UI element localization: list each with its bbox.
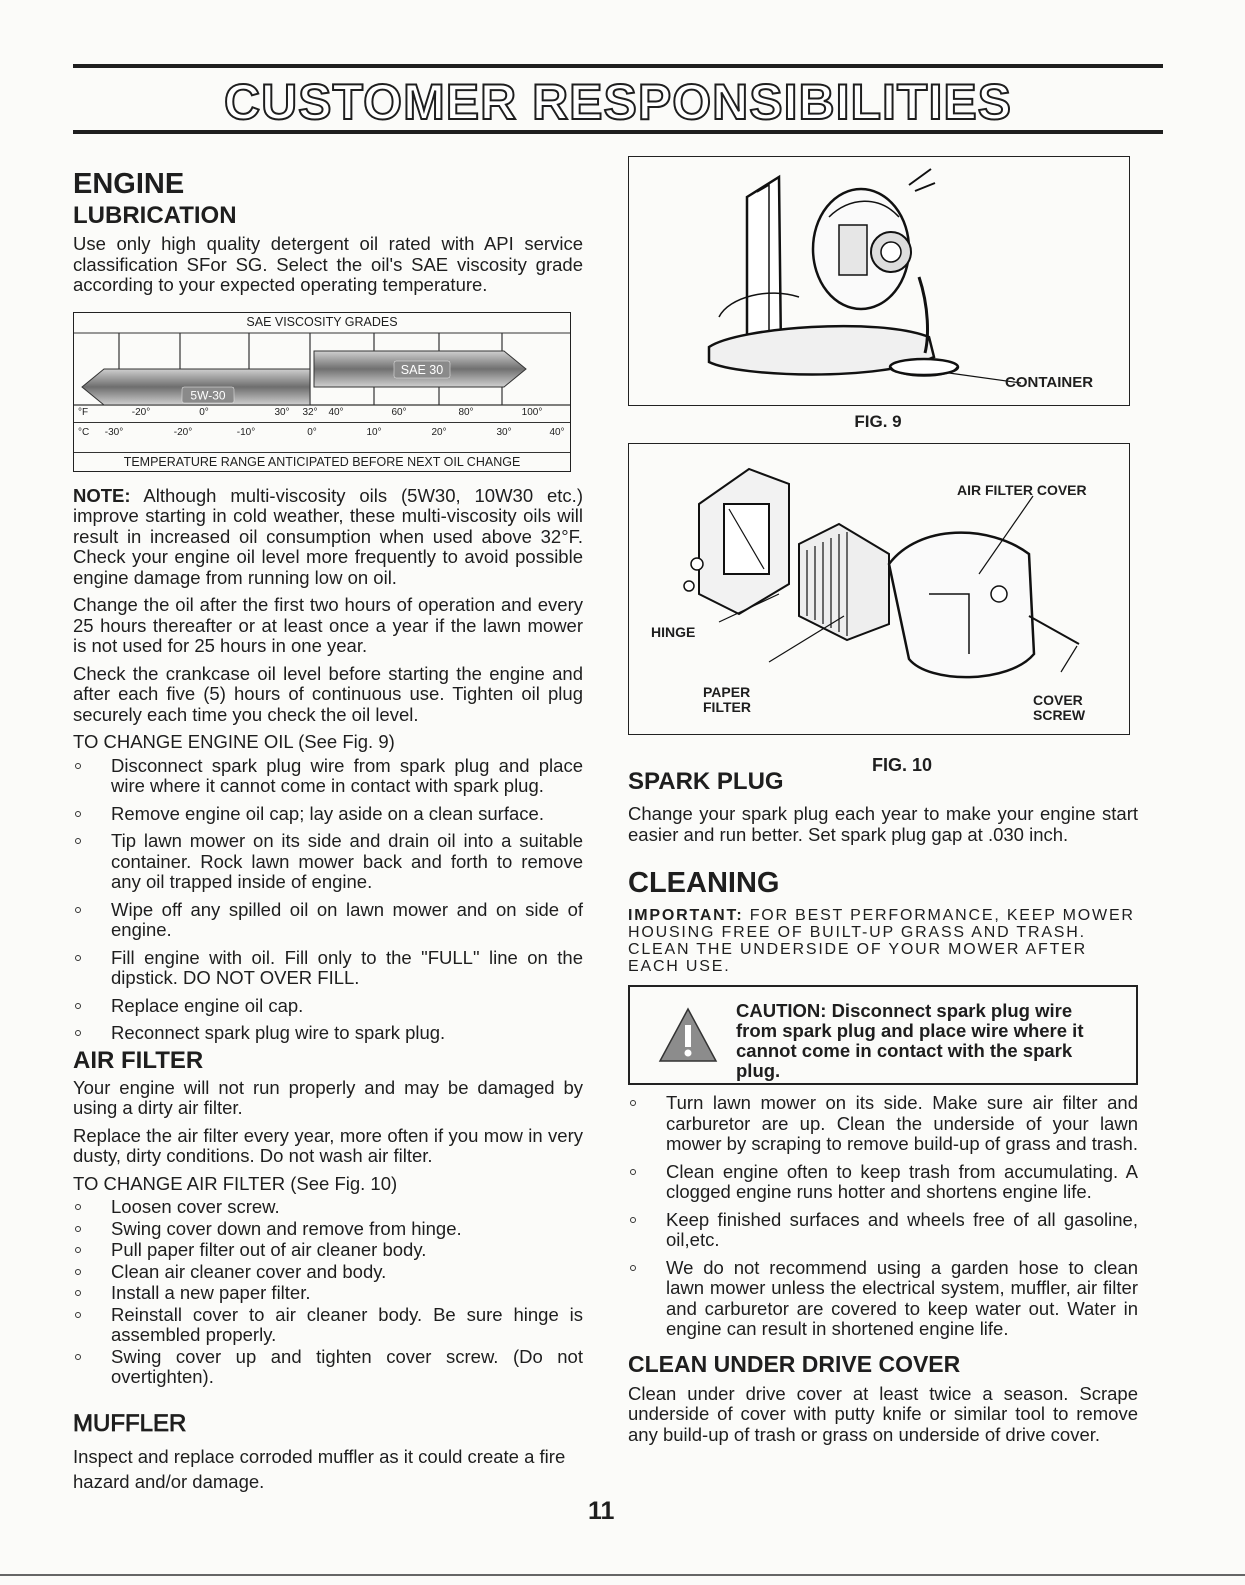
- list-item: Clean air cleaner cover and body.: [73, 1262, 583, 1283]
- f-tick: 0°: [199, 406, 209, 418]
- list-item: Loosen cover screw.: [73, 1197, 583, 1218]
- oil-level-check: Check the crankcase oil level before starting the engine and after each five (5) hours of continuous use. Tighten oil plug securely each time you check the oil level.: [73, 662, 583, 725]
- change-air-filter-heading: TO CHANGE AIR FILTER (See Fig. 10): [73, 1172, 398, 1194]
- fig10-caption: FIG. 10: [871, 755, 933, 775]
- fahrenheit-unit: °F: [78, 406, 89, 418]
- list-item: Swing cover up and tighten cover screw. (Do not overtighten).: [73, 1347, 583, 1388]
- drive-cover-heading: CLEAN UNDER DRIVE COVER: [628, 1350, 961, 1377]
- warning-icon: [658, 1007, 718, 1063]
- lubrication-intro: Use only high quality detergent oil rated with API service classification SFor SG. Select the oil's SAE viscosity grade according to your expected operating temperature.: [73, 233, 583, 295]
- list-item: We do not recommend using a garden hose to clean lawn mower unless the electrical system, muffler, air filter and carburetor are covered to keep water out. Water in engine can result in shortened engine life.: [628, 1258, 1138, 1340]
- air-filter-p1: Your engine will not run properly and may be damaged by using a dirty air filter.: [73, 1076, 583, 1118]
- 5w30-label: 5W-30: [190, 388, 226, 402]
- c-tick: 0°: [307, 426, 317, 438]
- f-tick: 32°: [302, 406, 318, 418]
- change-oil-steps: [73, 756, 583, 1044]
- list-item: Pull paper filter out of air cleaner body.: [73, 1240, 583, 1261]
- f-tick: 30°: [274, 406, 290, 418]
- oil-change-interval: Change the oil after the first two hours of operation and every 25 hours thereafter or at least once a year if the lawn mower is not used for 25 hours in one year.: [73, 594, 583, 656]
- scale-divider: [74, 422, 570, 423]
- celsius-scale: [74, 427, 570, 441]
- oil-note: [73, 486, 583, 589]
- list-item: Remove engine oil cap; lay aside on a clean surface.: [73, 804, 583, 825]
- page-title: CUSTOMER RESPONSIBILITIES: [223, 74, 1013, 130]
- fig9-container-label: CONTAINER: [1005, 374, 1094, 391]
- note-text: Although multi-viscosity oils (5W30, 10W30 etc.) improve starting in cold weather, these multi-viscosity oils will result in increased oil consumption when used above 32°F. Check your engine oil level more frequently to avoid possible engine damage from running low on oil.: [73, 484, 583, 588]
- air-filter-p2: Replace the air filter every year, more often if you mow in very dusty, dirty conditions. Do not wash air filter.: [73, 1124, 583, 1166]
- viscosity-chart-title: SAE VISCOSITY GRADES: [246, 314, 398, 329]
- viscosity-chart-footer: TEMPERATURE RANGE ANTICIPATED BEFORE NEXT OIL CHANGE: [123, 454, 521, 469]
- air-filter-steps: [73, 1197, 583, 1388]
- sae30-label: SAE 30: [400, 362, 444, 377]
- muffler-text: Inspect and replace corroded muffler as it could create a fire hazard and/or damage.: [73, 1445, 566, 1492]
- cover-label: COVER: [1033, 692, 1083, 708]
- screw-label: SCREW: [1033, 707, 1086, 723]
- list-item: Replace engine oil cap.: [73, 996, 583, 1017]
- celsius-unit: °C: [78, 426, 90, 438]
- f-tick: 100°: [521, 406, 543, 418]
- caution-text: CAUTION: Disconnect spark plug wire from spark plug and place wire where it cannot come in contact with the spark plug.: [736, 1000, 1084, 1081]
- important-text: FOR BEST PERFORMANCE, KEEP MOWER HOUSING FREE OF BUILT-UP GRASS AND TRASH. CLEAN THE UNDERSIDE OF YOUR MOWER AFTER EACH USE.: [628, 907, 1135, 975]
- spark-plug-heading: SPARK PLUG: [628, 768, 784, 795]
- c-tick: -20°: [173, 426, 193, 438]
- right-column: [628, 156, 1138, 1445]
- list-item: Swing cover down and remove from hinge.: [73, 1219, 583, 1240]
- fig10-box: [628, 443, 1130, 735]
- list-item: Install a new paper filter.: [73, 1283, 583, 1304]
- important-note: [628, 907, 1138, 975]
- engine-heading: ENGINE: [73, 168, 185, 200]
- note-label: NOTE:: [73, 484, 131, 506]
- caution-box: [628, 985, 1138, 1085]
- c-tick: -10°: [236, 426, 256, 438]
- list-item: Fill engine with oil. Fill only to the "FULL" line on the dipstick. DO NOT OVER FILL.: [73, 948, 583, 989]
- list-item: Wipe off any spilled oil on lawn mower and on side of engine.: [73, 900, 583, 941]
- c-tick: 10°: [366, 426, 382, 438]
- left-column: [73, 168, 583, 1494]
- f-tick: 80°: [458, 406, 474, 418]
- c-tick: -30°: [104, 426, 124, 438]
- cleaning-steps: [628, 1093, 1138, 1340]
- paper-label: PAPER: [703, 684, 751, 700]
- page-number: 11: [588, 1497, 615, 1525]
- fahrenheit-scale: [74, 407, 570, 421]
- list-item: Reinstall cover to air cleaner body. Be sure hinge is assembled properly.: [73, 1305, 583, 1346]
- list-item: Clean engine often to keep trash from accumulating. A clogged engine runs hotter and shortens engine life.: [628, 1162, 1138, 1203]
- list-item: Turn lawn mower on its side. Make sure air filter and carburetor are up. Clean the underside of your lawn mower by scraping to remove build-up of grass and trash.: [628, 1093, 1138, 1155]
- list-item: Tip lawn mower on its side and drain oil into a suitable container. Rock lawn mower back and forth to remove any oil trapped inside of engine.: [73, 831, 583, 893]
- list-item: Keep finished surfaces and wheels free of all gasoline, oil,etc.: [628, 1210, 1138, 1251]
- c-tick: 40°: [549, 426, 565, 438]
- fig9-box: [628, 156, 1130, 406]
- title-underline: [73, 130, 1163, 134]
- f-tick: 40°: [328, 406, 344, 418]
- drive-cover-text: Clean under drive cover at least twice a season. Scrape underside of cover with putty knife or similar tool to remove any build-up of trash or grass on underside of drive cover.: [628, 1382, 1138, 1445]
- c-tick: 20°: [431, 426, 447, 438]
- list-item: Disconnect spark plug wire from spark plug and place wire where it cannot come in contact with spark plug.: [73, 756, 583, 797]
- muffler-heading: MUFFLER: [73, 1409, 187, 1437]
- hinge-label: HINGE: [651, 624, 696, 640]
- air-filter-cover-label: AIR FILTER COVER: [957, 482, 1087, 498]
- lubrication-heading: LUBRICATION: [73, 202, 237, 229]
- list-item: Reconnect spark plug wire to spark plug.: [73, 1023, 583, 1044]
- air-filter-heading: AIR FILTER: [73, 1046, 204, 1074]
- fig9-illustration: [629, 157, 1129, 405]
- f-tick: -20°: [131, 406, 151, 418]
- filter-label: FILTER: [703, 699, 751, 715]
- cleaning-heading: CLEANING: [628, 867, 780, 899]
- spark-plug-text: Change your spark plug each year to make your engine start easier and run better. Set spark plug gap at .030 inch.: [628, 803, 1138, 845]
- bottom-divider: [74, 452, 570, 453]
- top-rule: [73, 64, 1163, 68]
- important-label: IMPORTANT:: [628, 907, 744, 924]
- viscosity-chart: [73, 312, 571, 472]
- bottom-rule: [0, 1574, 1245, 1576]
- f-tick: 60°: [391, 406, 407, 418]
- c-tick: 30°: [496, 426, 512, 438]
- fig9-caption: FIG. 9: [854, 412, 902, 431]
- change-oil-heading: TO CHANGE ENGINE OIL (See Fig. 9): [73, 731, 395, 752]
